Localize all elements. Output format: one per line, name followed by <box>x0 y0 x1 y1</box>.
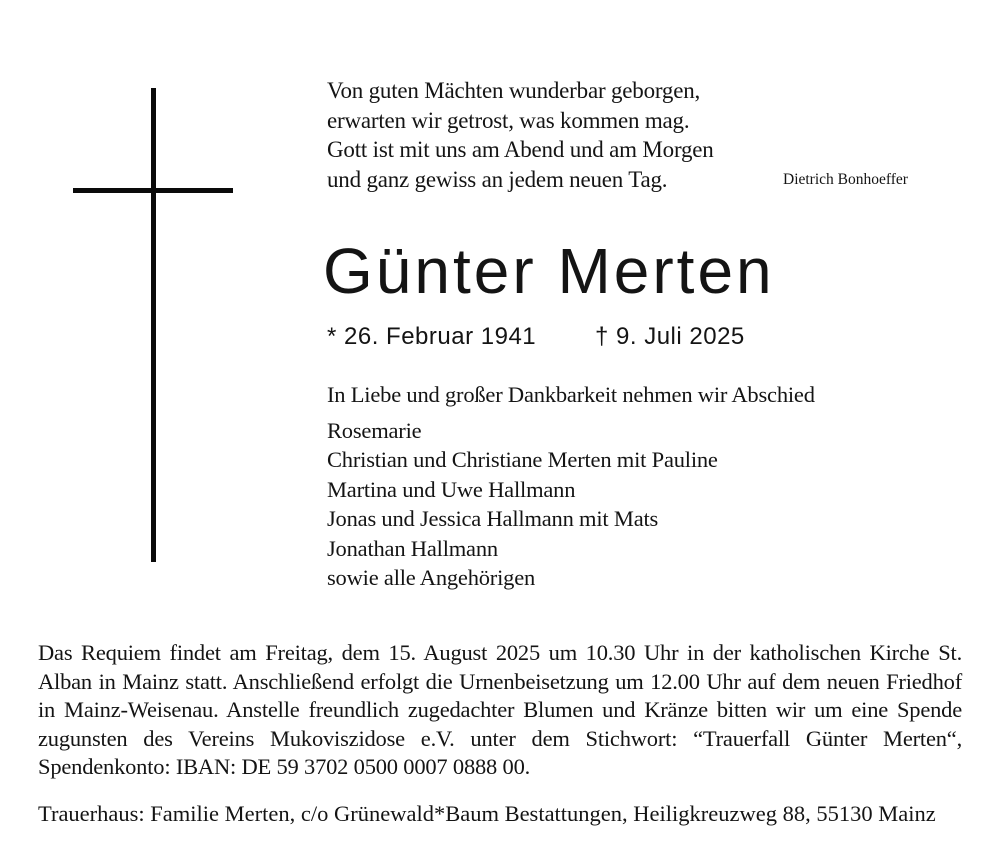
verse-line: erwarten wir getrost, was kommen mag. <box>327 107 690 133</box>
birth-date: * 26. Februar 1941 <box>327 323 537 350</box>
verse-line: Gott ist mit uns am Abend und am Morgen <box>327 137 714 162</box>
farewell-section <box>327 380 815 593</box>
verse-line: Von guten Mächten wunderbar geborgen, <box>327 78 701 103</box>
service-details-paragraph: Das Requiem findet am Freitag, dem 15. August 2025 um 10.30 Uhr in der katholischen Kirche St. Alban in Mainz statt. Anschließend erfolgt die Urnenbeisetzung um 12.00 Uhr auf dem neuen Friedhof in Mainz-Weisenau. Anstelle freundlich zugedachter Blumen und Kränze bitten wir um eine Spende zugunsten des Vereins Mukoviszidose e.V. unter dem Stichwort: “Trauerfall Günter Merten“, Spendenkonto: IBAN: DE 59 3702 0500 0007 0888 00. <box>38 640 962 779</box>
mourner-name: Jonathan Hallmann <box>327 535 498 561</box>
cross-horizontal-bar <box>73 188 233 193</box>
funeral-home-line: Trauerhaus: Familie Merten, c/o Grünewald*Baum Bestattungen, Heiligkreuzweg 88, 55130 Mainz <box>38 801 936 826</box>
farewell-intro: In Liebe und großer Dankbarkeit nehmen wir Abschied <box>327 382 815 407</box>
mourner-name: Rosemarie <box>327 417 422 443</box>
verse-attribution: Dietrich Bonhoeffer <box>783 171 908 188</box>
memorial-cross-icon <box>73 88 233 562</box>
mourner-name: Jonas und Jessica Hallmann mit Mats <box>327 506 659 531</box>
memorial-verse <box>327 76 714 194</box>
verse-line: und ganz gewiss an jedem neuen Tag. <box>327 166 668 192</box>
mourner-name: Christian und Christiane Merten mit Pauline <box>327 447 718 472</box>
cross-vertical-bar <box>151 88 156 562</box>
mourner-name: sowie alle Angehörigen <box>327 565 536 590</box>
life-dates <box>327 323 745 351</box>
mourner-name: Martina und Uwe Hallmann <box>327 476 576 502</box>
death-date: † 9. Juli 2025 <box>595 323 745 350</box>
deceased-name: Günter Merten <box>323 235 775 307</box>
